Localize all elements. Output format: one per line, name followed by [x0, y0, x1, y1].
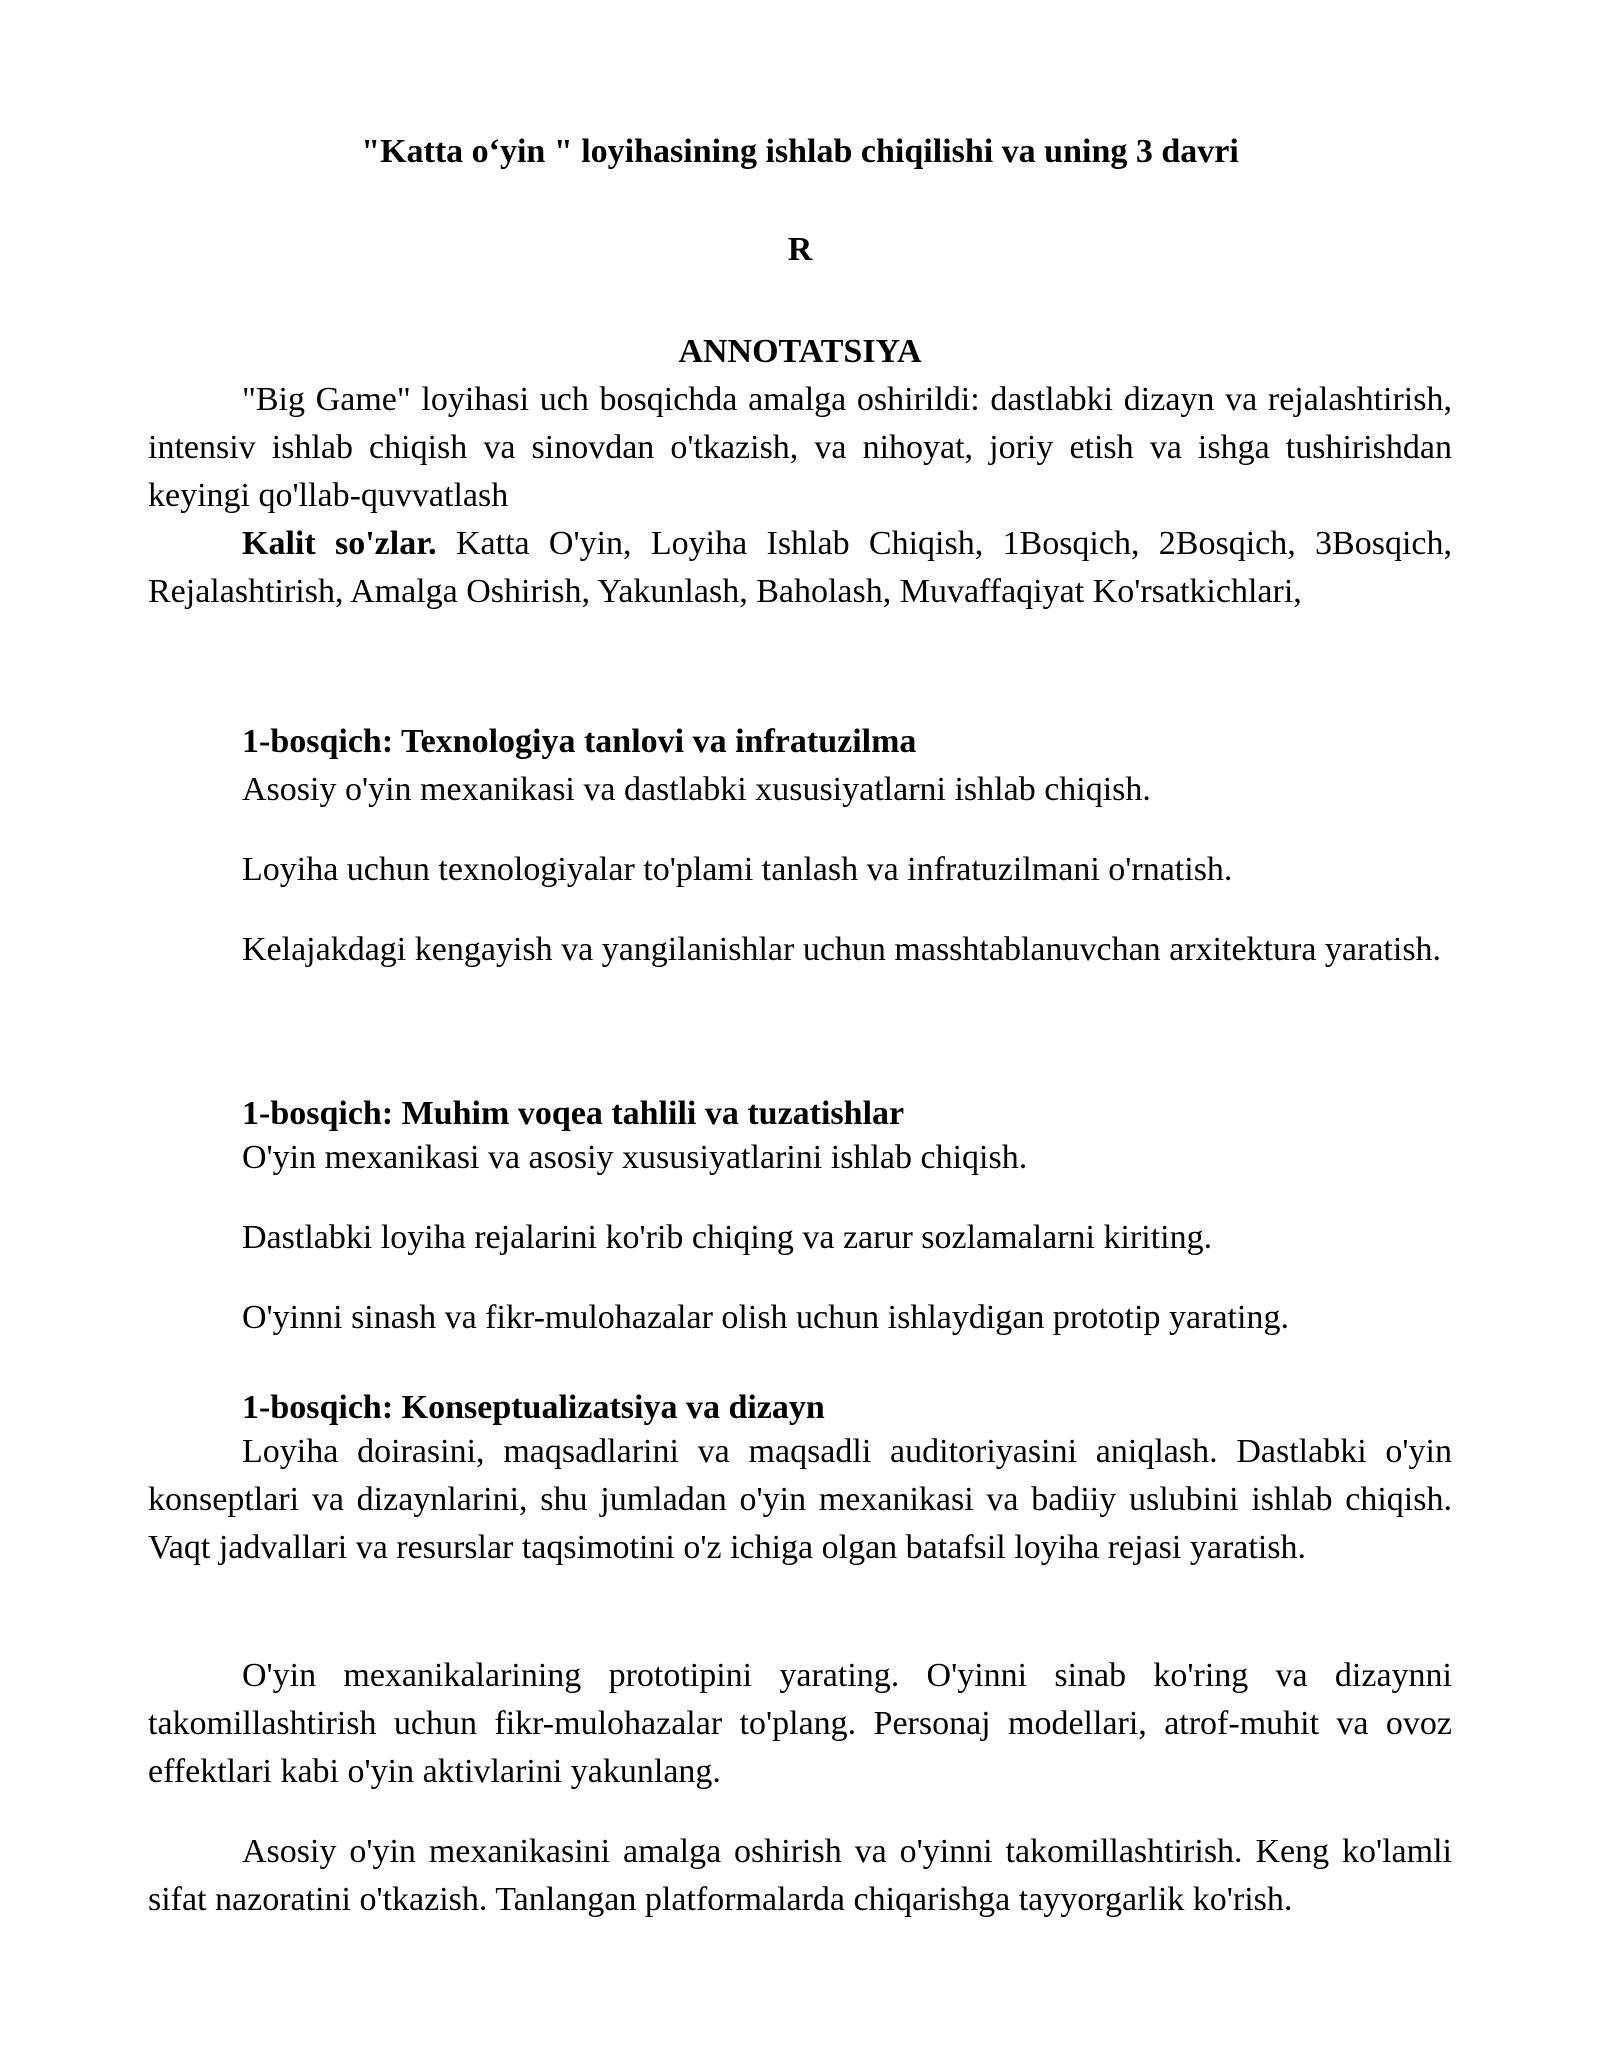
keywords-paragraph: [148, 520, 1452, 616]
keywords-label: Kalit so'zlar.: [242, 525, 437, 562]
section-paragraph: O'yin mexanikasi va asosiy xususiyatlarini ishlab chiqish.: [242, 1139, 1028, 1176]
section-paragraph: Kelajakdagi kengayish va yangilanishlar uchun masshtablanuvchan arxitektura yaratish.: [242, 931, 1442, 968]
abstract-heading: ANNOTATSIYA: [678, 333, 922, 370]
section-paragraph: Loyiha uchun texnologiyalar to'plami tanlash va infratuzilmani o'rnatish.: [242, 851, 1233, 888]
section-heading: 1-bosqich: Muhim voqea tahlili va tuzatishlar: [242, 1095, 905, 1132]
author-name: R: [787, 231, 813, 268]
section-paragraph: Loyiha doirasini, maqsadlarini va maqsadli auditoriyasini aniqlash. Dastlabki o'yin konseptlari va dizaynlarini, shu jumladan o'yin mexanikasi va badiiy uslubini ishlab chiqish. Vaqt jadvallari va resurslar taqsimotini o'z ichiga olgan batafsil loyiha rejasi yaratish.: [148, 1433, 1452, 1566]
abstract-paragraph: "Big Game" loyihasi uch bosqichda amalga oshirildi: dastlabki dizayn va rejalashtirish, intensiv ishlab chiqish va sinovdan o'tkazish, va nihoyat, joriy etish va ishga tushirishdan keyingi qo'llab-quvvatlash: [148, 381, 1452, 514]
document-title: "Katta o‘yin " loyihasining ishlab chiqilishi va uning 3 davri: [361, 133, 1239, 170]
keywords-text: Katta O'yin, Loyiha Ishlab Chiqish, 1Bosqich, 2Bosqich, 3Bosqich, Rejalashtirish, Amalga Oshirish, Yakunlash, Baholash, Muvaffaqiyat Ko'rsatkichlari,: [148, 525, 1452, 610]
section-paragraph: Dastlabki loyiha rejalarini ko'rib chiqing va zarur sozlamalarni kiriting.: [242, 1219, 1213, 1256]
section-heading: 1-bosqich: Texnologiya tanlovi va infratuzilma: [242, 723, 917, 760]
section-paragraph: O'yinni sinash va fikr-mulohazalar olish uchun ishlaydigan prototip yarating.: [242, 1299, 1289, 1336]
section-paragraph: Asosiy o'yin mexanikasini amalga oshirish va o'yinni takomillashtirish. Keng ko'lamli sifat nazoratini o'tkazish. Tanlangan platformalarda chiqarishga tayyorgarlik ko'rish.: [148, 1833, 1452, 1918]
section-paragraph: Asosiy o'yin mexanikasi va dastlabki xususiyatlarni ishlab chiqish.: [242, 771, 1151, 808]
section-paragraph: O'yin mexanikalarining prototipini yarating. O'yinni sinab ko'ring va dizaynni takomillashtirish uchun fikr-mulohazalar to'plang. Personaj modellari, atrof-muhit va ovoz effektlari kabi o'yin aktivlarini yakunlang.: [148, 1657, 1452, 1790]
section-heading: 1-bosqich: Konseptualizatsiya va dizayn: [242, 1389, 825, 1426]
